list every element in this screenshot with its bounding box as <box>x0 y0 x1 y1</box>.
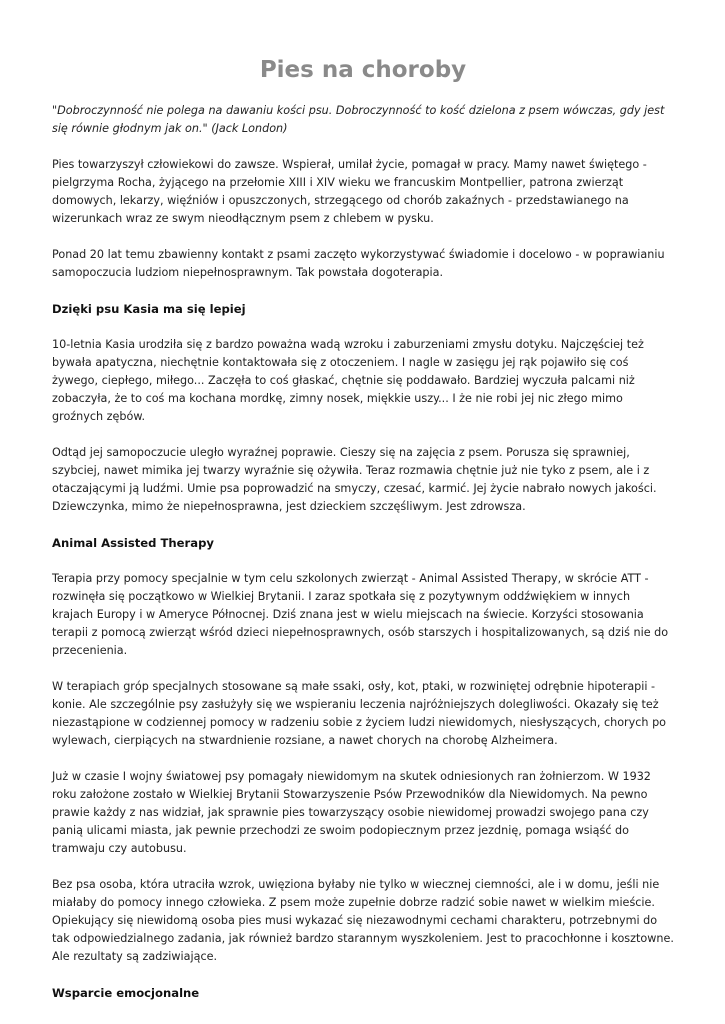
att-paragraph-1: Terapia przy pomocy specjalnie w tym celu szkolonych zwierząt - Animal Assisted Therapy, w skrócie ATT - rozwinęła się początkowo w Wielkiej Brytanii. I zaraz spotkała się z pozytywnym oddźwiękiem w innych krajach Europy i w Ameryce Północnej. Dziś znana jest w wielu miejscach na świecie. Korzyści stosowania terapii z pomocą zwierząt wśród dzieci niepełnosprawnych, osób starszych i hospitalizowanych, są dziś nie do przecenienia. <box>52 572 669 657</box>
section-heading-emotional-support: Wsparcie emocjonalne <box>52 986 200 1000</box>
intro-paragraph-2: Ponad 20 lat temu zbawienny kontakt z psami zaczęto wykorzystywać świadomie i docelowo - w poprawianiu samopoczucia ludziom niepełnosprawnym. Tak powstała dogoterapia. <box>52 248 665 279</box>
att-paragraph-3: Już w czasie I wojny światowej psy pomagały niewidomym na skutek odniesionych ran żołnierzom. W 1932 roku założone zostało w Wielkiej Brytanii Stowarzyszenie Psów Przewodników dla Niewidomych. Na pewno prawie każdy z nas widział, jak sprawnie pies towarzyszący osobie niewidomej prowadzi swojego pana czy panią ulicami miasta, jak pewnie przechodzi ze swoim podopiecznym przez jezdnię, pomaga wsiąść do tramwaju czy autobusu. <box>52 770 651 855</box>
att-paragraph-2: W terapiach grόp specjalnych stosowane są małe ssaki, osły, kot, ptaki, w rozwiniętej odrębnie hipoterapii - konie. Ale szczególnie psy zasłużyły się we wspieraniu leczenia najróżniejszych dolegliwości. Okazały się też niezastąpione w codziennej pomocy w radzeniu sobie z życiem ludzi niewidomych, niesłyszących, chorych po wylewach, cierpiących na stwardnienie rozsiane, a nawet chorych na chorobę Alzheimera. <box>52 680 667 747</box>
page-title: Pies na choroby <box>259 57 467 83</box>
kasia-paragraph-1: 10-letnia Kasia urodziła się z bardzo poważna wadą wzroku i zaburzeniami zmysłu dotyku. Najczęściej też bywała apatyczna, niechętnie kontaktowała się z otoczeniem. I nagle w zasięgu jej rąk pojawiło się coś żywego, ciepłego, miłego... Zaczęła to coś głaskać, chętnie się poddawało. Bardziej wyczuła palcami niż zobaczyła, że to coś ma kochana mordkę, zimny nosek, miękkie uszy... I że nie robi jej nic złego mimo groźnych zębów. <box>52 338 644 423</box>
section-heading-kasia: Dzięki psu Kasia ma się lepiej <box>52 302 246 316</box>
intro-paragraph-1: Pies towarzyszył człowiekowi do zawsze. Wspierał, umilał życie, pomagał w pracy. Mamy nawet świętego - pielgrzyma Rocha, żyjącego na przełomie XIII i XIV wieku we francuskim Montpellier, patrona zwierząt domowych, lekarzy, więźniów i opuszczonych, strzegącego od chorób zakaźnych - przedstawianego na wizerunkach wraz ze swym nieodłącznym psem z chlebem w pysku. <box>52 158 647 225</box>
section-heading-att: Animal Assisted Therapy <box>52 536 214 550</box>
kasia-paragraph-2: Odtąd jej samopoczucie uległo wyraźnej poprawie. Cieszy się na zajęcia z psem. Porusza się sprawniej, szybciej, nawet mimika jej twarzy wyraźnie się ożywiła. Teraz rozmawia chętnie już nie tyko z psem, ale i z otaczającymi ją ludźmi. Umie psa poprowadzić na smyczy, czesać, karmić. Jej życie nabrało nowych jakości. Dziewczynka, mimo że niepełnosprawna, jest dzieckiem szczęśliwym. Jest zdrowsza. <box>52 446 657 513</box>
att-paragraph-4: Bez psa osoba, która utraciła wzrok, uwięziona byłaby nie tylko w wiecznej ciemności, ale i w domu, jeśli nie miałaby do pomocy innego człowieka. Z psem może zupełnie dobrze radzić sobie nawet w wielkim mieście. Opiekujący się niewidomą osoba pies musi wykazać się niezawodnymi cechami charakteru, potrzebnymi do tak odpowiedzialnego zadania, jak również bardzo starannym wyszkoleniem. Jest to pracochłonne i kosztowne. Ale rezultaty są zadziwiające. <box>52 878 674 963</box>
epigraph-quote: "Dobroczynność nie polega na dawaniu kości psu. Dobroczynność to kość dzielona z psem wówczas, gdy jest się równie głodnym jak on." (Jack London) <box>52 104 665 135</box>
document-page <box>52 54 674 1020</box>
